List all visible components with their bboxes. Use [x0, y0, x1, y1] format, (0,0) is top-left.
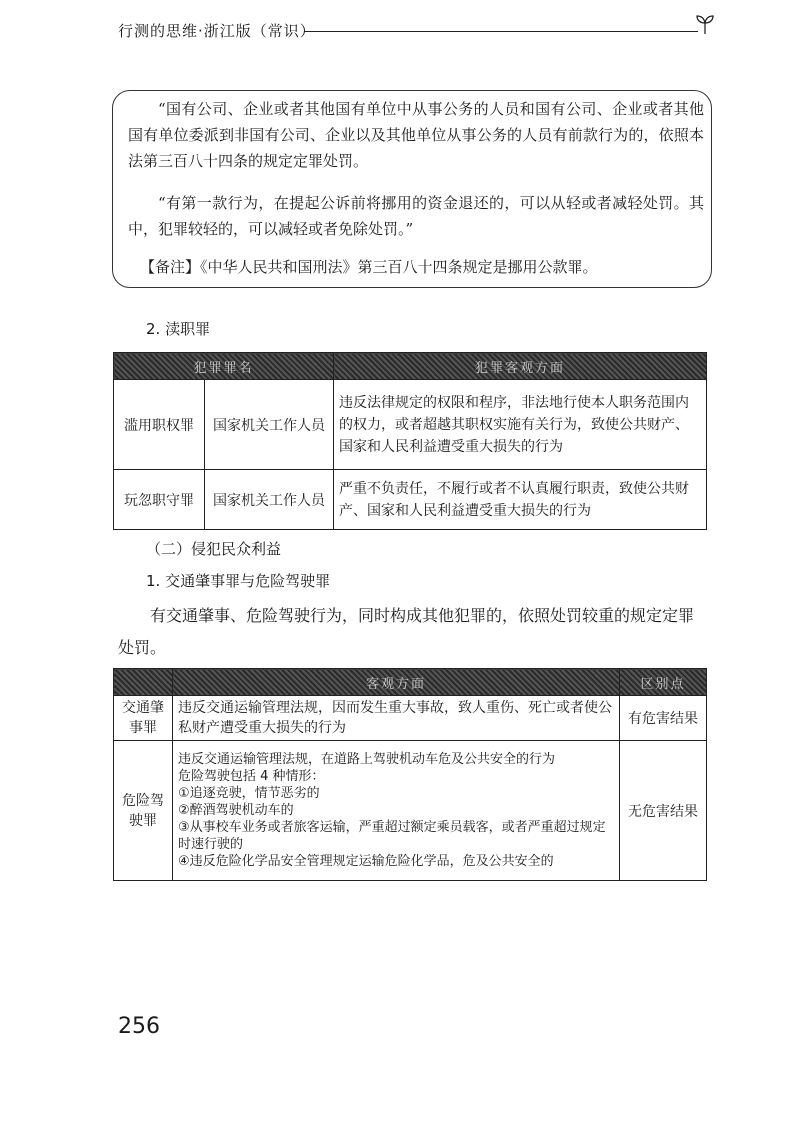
- description-cell: [173, 741, 620, 881]
- table-row: [114, 470, 707, 530]
- sub-heading-traffic: 1. 交通肇事罪与危险驾驶罪: [146, 572, 331, 590]
- crime-name-cell: 危险驾驶罪: [114, 741, 173, 881]
- paragraph-traffic: 有交通肇事、危险驾驶行为，同时构成其他犯罪的，依照处罚较重的规定定罪处罚。: [118, 606, 695, 657]
- description-line: ③从事校车业务或者旅客运输，严重超过额定乘员载客，或者严重超过规定时速行驶的: [178, 820, 606, 852]
- subject-cell: 国家机关工作人员: [205, 380, 334, 470]
- quote-paragraph-1: “国有公司、企业或者其他国有单位中从事公务的人员和国有公司、企业或者其他国有单位委派到非国有公司、企业以及其他单位从事公务的人员有前款行为的，依照本法第三百八十四条的规定定罪处罚。: [128, 100, 704, 170]
- description-cell: 违反交通运输管理法规，因而发生重大事故，致人重伤、死亡或者使公私财产遭受重大损失的行为: [173, 696, 620, 741]
- header-rule: [304, 31, 698, 32]
- description-cell: 违反法律规定的权限和程序，非法地行使本人职务范围内的权力，或者超越其职权实施有关行为，致使公共财产、国家和人民利益遭受重大损失的行为: [334, 380, 707, 470]
- description-line: 危险驾驶包括 4 种情形：: [178, 769, 325, 784]
- table-row: [114, 741, 707, 881]
- table-header-row: [114, 669, 707, 696]
- section-heading-dereliction: 2. 渎职罪: [146, 320, 211, 338]
- page-number: 256: [118, 1014, 160, 1039]
- table-header-objective: 犯罪客观方面: [334, 353, 707, 380]
- book-title: 行测的思维·浙江版（常识）: [118, 22, 316, 40]
- section-heading-public: （二）侵犯民众利益: [146, 540, 282, 558]
- crime-name-cell: 交通肇事罪: [114, 696, 173, 741]
- description-line: ④违反危险化学品安全管理规定运输危险化学品，危及公共安全的: [178, 854, 554, 869]
- description-line: ①追逐竞驶，情节恶劣的: [178, 786, 320, 801]
- table-row: [114, 380, 707, 470]
- traffic-table: [113, 668, 707, 881]
- subject-cell: 国家机关工作人员: [205, 470, 334, 530]
- quote-note: 【备注】《中华人民共和国刑法》第三百八十四条规定是挪用公款罪。: [140, 258, 598, 276]
- description-line: 违反交通运输管理法规，在道路上驾驶机动车危及公共安全的行为: [178, 752, 556, 767]
- dereliction-table: [113, 352, 707, 530]
- description-line: ②醉酒驾驶机动车的: [178, 803, 294, 818]
- description-cell: 严重不负责任，不履行或者不认真履行职责，致使公共财产、国家和人民利益遭受重大损失的行为: [334, 470, 707, 530]
- quote-paragraph-2: “有第一款行为，在提起公诉前将挪用的资金退还的，可以从轻或者减轻处罚。其中，犯罪较轻的，可以减轻或者免除处罚。”: [128, 194, 704, 238]
- table-row: [114, 696, 707, 741]
- table-header-row: [114, 353, 707, 380]
- leaf-sprout-icon: [692, 12, 718, 38]
- crime-name-cell: 滥用职权罪: [114, 380, 205, 470]
- difference-cell: 无危害结果: [620, 741, 707, 881]
- crime-name-cell: 玩忽职守罪: [114, 470, 205, 530]
- table-header-difference: 区别点: [620, 669, 707, 696]
- difference-cell: 有危害结果: [620, 696, 707, 741]
- table-header-blank: [114, 669, 173, 696]
- table-header-crime: 犯罪罪名: [114, 353, 334, 380]
- running-header: [118, 14, 718, 48]
- table-header-objective: 客观方面: [173, 669, 620, 696]
